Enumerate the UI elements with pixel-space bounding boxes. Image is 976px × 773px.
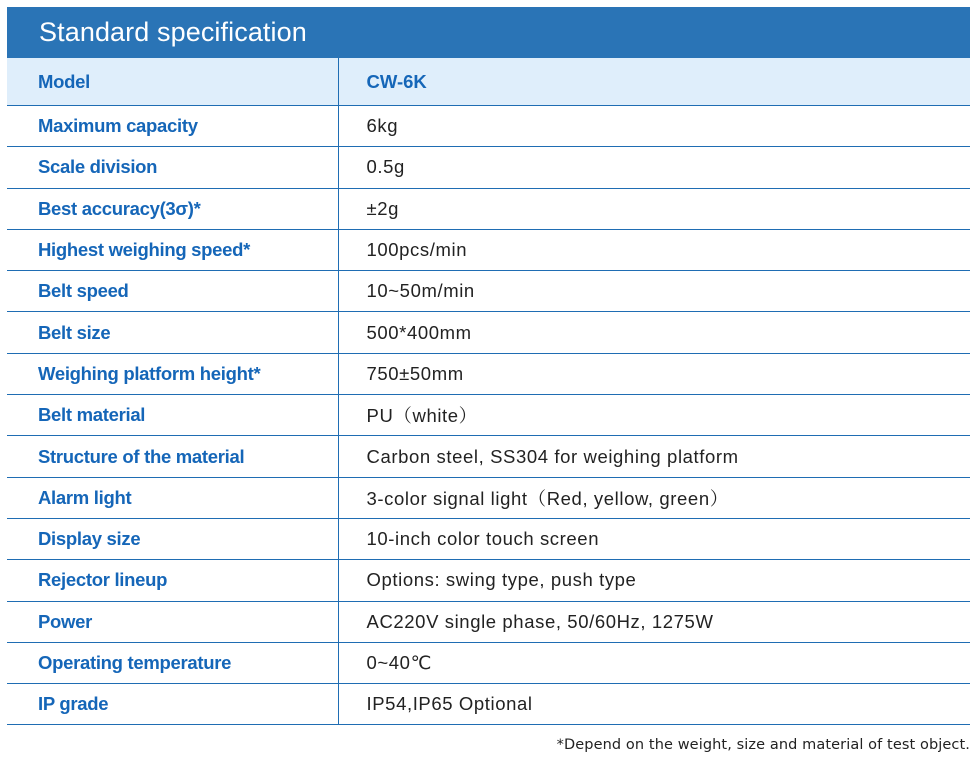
table-row (7, 601, 970, 642)
table-row (7, 229, 970, 270)
spec-value: AC220V single phase, 50/60Hz, 1275W (338, 601, 970, 642)
spec-label: Belt speed (7, 271, 338, 312)
spec-value: IP54,IP65 Optional (338, 684, 970, 725)
table-row (7, 477, 970, 518)
header-label: Model (7, 58, 338, 106)
table-row (7, 147, 970, 188)
spec-label: Highest weighing speed* (7, 229, 338, 270)
spec-label: Structure of the material (7, 436, 338, 477)
title-bar (7, 7, 970, 58)
header-value: CW-6K (338, 58, 970, 106)
spec-label: Weighing platform height* (7, 353, 338, 394)
spec-label: Maximum capacity (7, 106, 338, 147)
spec-value: 500*400mm (338, 312, 970, 353)
spec-label: Power (7, 601, 338, 642)
spec-value: 3-color signal light（Red, yellow, green） (338, 477, 970, 518)
spec-value: 0~40℃ (338, 642, 970, 683)
spec-label: Operating temperature (7, 642, 338, 683)
spec-table (7, 58, 970, 725)
spec-sheet (7, 7, 970, 725)
spec-value: 100pcs/min (338, 229, 970, 270)
spec-label: Belt size (7, 312, 338, 353)
spec-label: Display size (7, 518, 338, 559)
spec-value: Options: swing type, push type (338, 560, 970, 601)
table-row (7, 518, 970, 559)
spec-label: Belt material (7, 395, 338, 436)
spec-value: 750±50mm (338, 353, 970, 394)
spec-label: Scale division (7, 147, 338, 188)
footnote: *Depend on the weight, size and material of test object. (556, 737, 970, 753)
spec-label: Best accuracy(3σ)* (7, 188, 338, 229)
spec-label: IP grade (7, 684, 338, 725)
table-row (7, 312, 970, 353)
spec-value: 6kg (338, 106, 970, 147)
table-row (7, 684, 970, 725)
table-row (7, 188, 970, 229)
page-title: Standard specification (39, 17, 307, 47)
table-row (7, 106, 970, 147)
table-row (7, 642, 970, 683)
table-row (7, 436, 970, 477)
table-row (7, 395, 970, 436)
table-row (7, 271, 970, 312)
spec-value: PU（white） (338, 395, 970, 436)
spec-value: ±2g (338, 188, 970, 229)
spec-label: Alarm light (7, 477, 338, 518)
spec-value: Carbon steel, SS304 for weighing platform (338, 436, 970, 477)
spec-value: 10~50m/min (338, 271, 970, 312)
table-row (7, 353, 970, 394)
spec-value: 10-inch color touch screen (338, 518, 970, 559)
table-row (7, 560, 970, 601)
table-header-row (7, 58, 970, 106)
spec-value: 0.5g (338, 147, 970, 188)
spec-label: Rejector lineup (7, 560, 338, 601)
